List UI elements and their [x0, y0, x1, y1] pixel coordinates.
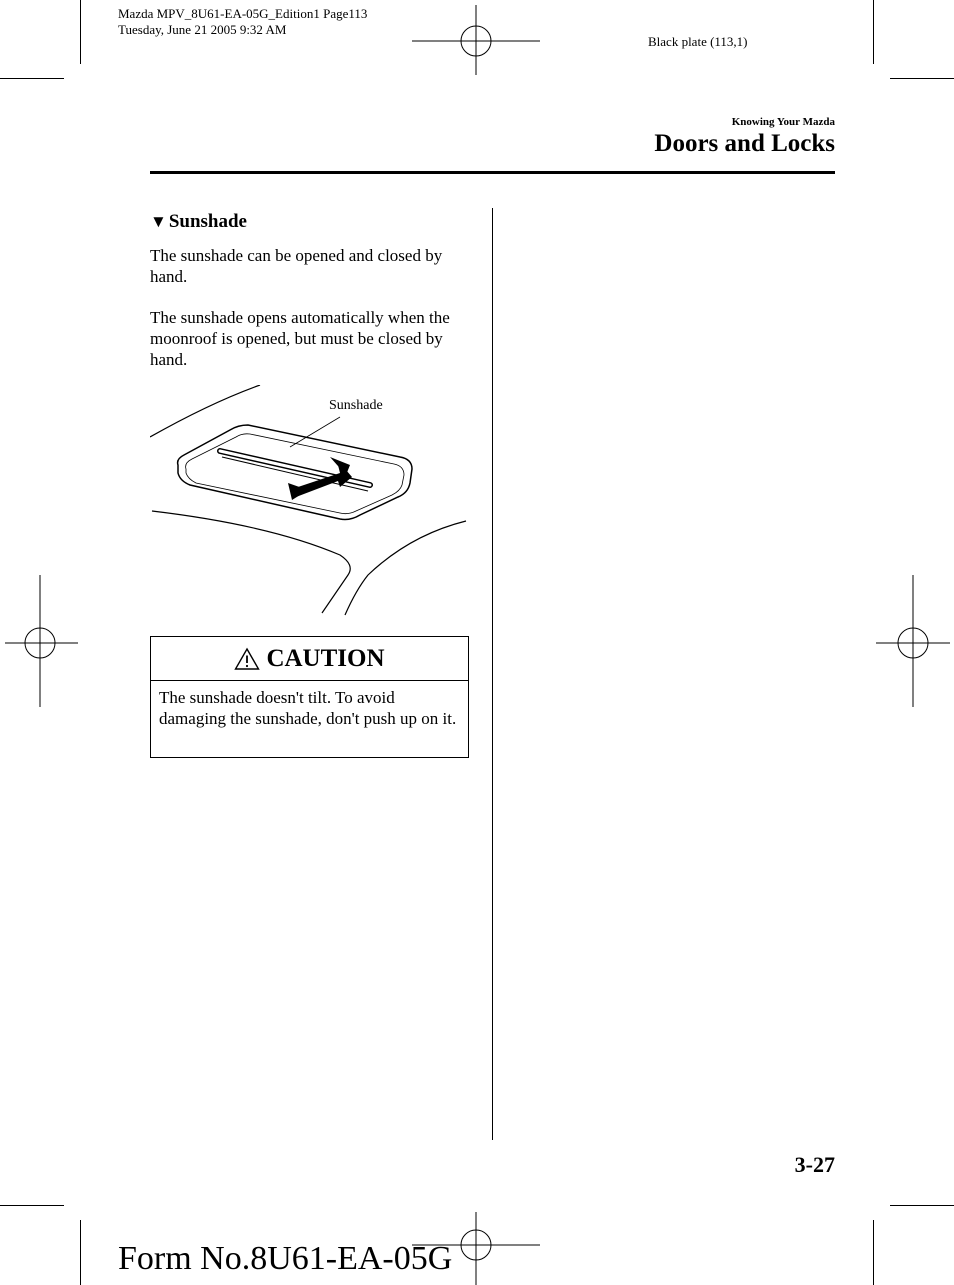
caution-text: The sunshade doesn't tilt. To avoid damaging the sunshade, don't push up on it. [159, 688, 457, 728]
figure-label: Sunshade [329, 398, 383, 413]
sunshade-illustration [150, 385, 470, 620]
crop-mark [873, 0, 874, 64]
section-title: Doors and Locks [654, 130, 835, 157]
crop-mark [890, 1205, 954, 1206]
heading-text: Sunshade [168, 211, 247, 232]
page-number: 3-27 [794, 1152, 835, 1177]
column-divider [492, 208, 493, 1140]
form-number: Form No.8U61-EA-05G [118, 1240, 453, 1277]
plate-info: Black plate (113,1) [648, 34, 748, 49]
section-subtitle: Knowing Your Mazda [731, 116, 835, 128]
crop-mark [873, 1220, 874, 1285]
crop-mark [80, 1220, 81, 1285]
print-info-line: Mazda MPV_8U61-EA-05G_Edition1 Page113 [118, 6, 368, 21]
warning-triangle-icon [234, 647, 260, 671]
registration-mark-top [410, 5, 542, 75]
caution-header [151, 637, 468, 681]
print-info-line: Tuesday, June 21 2005 9:32 AM [118, 22, 287, 37]
registration-mark-left [0, 575, 82, 707]
crop-mark [0, 1205, 64, 1206]
paragraph: The sunshade can be opened and closed by hand. [150, 246, 443, 286]
print-info [118, 6, 367, 38]
crop-mark [890, 78, 954, 79]
header-rule [150, 171, 835, 174]
crop-mark [0, 78, 64, 79]
paragraph: The sunshade opens automatically when the moonroof is opened, but must be closed by hand. [150, 308, 450, 369]
crop-mark [80, 0, 81, 64]
caution-title: CAUTION [266, 644, 385, 672]
registration-mark-right [872, 575, 954, 707]
subsection-heading [150, 211, 247, 233]
triangle-bullet-icon: ▼ [150, 212, 167, 231]
caution-box [150, 636, 469, 758]
